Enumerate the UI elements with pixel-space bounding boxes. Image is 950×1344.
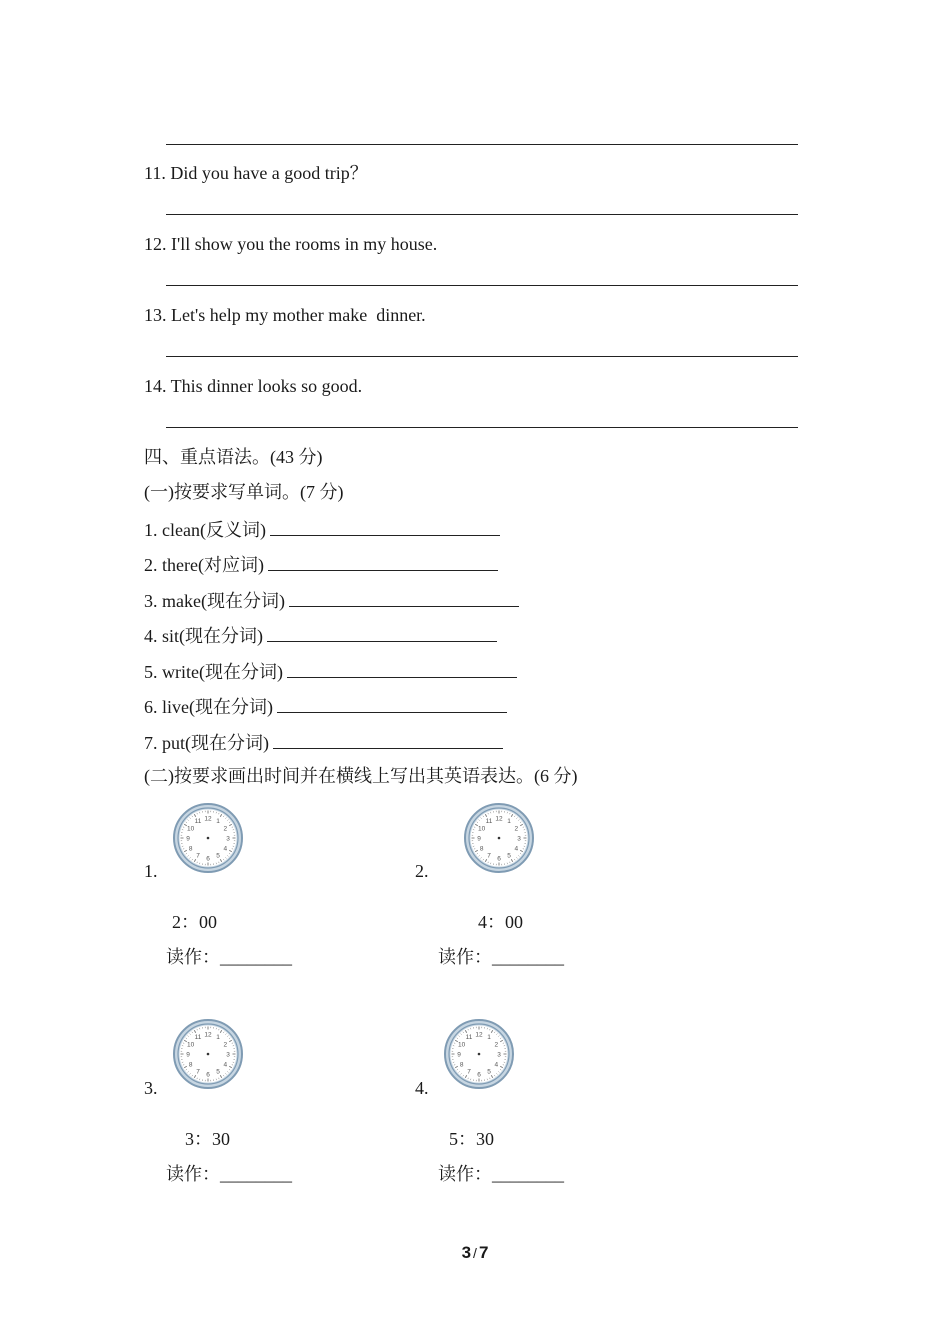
translation-item-13: 13. Let's help my mother make dinner. [144,305,426,325]
clock-number: 2 [514,825,519,833]
word-answer-blank[interactable] [289,588,519,607]
clock-number: 4 [223,845,228,853]
clock-number: 8 [479,845,484,853]
clock-number: 3 [497,1051,501,1059]
clock-number: 11 [194,1033,202,1041]
clock-number: 12 [204,1031,212,1039]
clock-face[interactable] [172,1018,244,1090]
read-as-blank[interactable]: ________ [220,1164,292,1184]
clock-number: 1 [507,817,511,825]
clock-time: 3：30 [185,1129,230,1149]
clock-number: 6 [497,855,501,863]
part1-heading: (一)按要求写单词。(7 分) [144,482,344,502]
clock-center-dot [478,1053,481,1056]
clock-number: 1 [216,817,220,825]
clock-number: 7 [467,1068,471,1076]
current-page: 3 [461,1243,472,1262]
word-item-2 [144,552,498,576]
word-item-label: 4. sit(现在分词) [144,626,263,646]
word-item-label: 5. write(现在分词) [144,662,283,682]
translation-item-12: 12. I'll show you the rooms in my house. [144,234,438,254]
page-separator: / [473,1245,477,1261]
clock-number: 12 [475,1031,483,1039]
page-indicator [0,1243,950,1263]
clock-number: 10 [187,825,195,833]
clock-face[interactable] [172,802,244,874]
clock-number: 9 [186,835,190,843]
clock-number: 11 [465,1033,473,1041]
word-answer-blank[interactable] [270,517,500,536]
read-as-row [166,946,292,968]
total-pages: 7 [478,1243,489,1262]
answer-line-13[interactable] [166,356,798,357]
clock-face[interactable] [463,802,535,874]
clock-center-dot [207,1053,210,1056]
clock-number: 1 [216,1033,220,1041]
clock-item-number: 2. [415,861,429,881]
read-as-blank[interactable]: ________ [492,947,564,967]
read-as-row [438,946,564,968]
read-as-label: 读作： [438,947,492,967]
read-as-label: 读作： [438,1164,492,1184]
clock-time: 4：00 [478,912,523,932]
clock-number: 5 [507,852,511,860]
answer-line-11[interactable] [166,214,798,215]
clock-time: 5：30 [449,1129,494,1149]
clock-number: 3 [517,835,521,843]
clock-number: 10 [478,825,486,833]
clock-number: 2 [223,1041,228,1049]
translation-item-11: 11. Did you have a good trip？ [144,163,368,183]
clock-number: 2 [494,1041,499,1049]
word-item-5 [144,659,517,683]
read-as-row [438,1163,564,1185]
clock-number: 9 [477,835,481,843]
word-item-label: 2. there(对应词) [144,555,264,575]
section-heading: 四、重点语法。(43 分) [144,447,323,467]
answer-line-14[interactable] [166,427,798,428]
clock-number: 4 [494,1061,499,1069]
word-item-label: 3. make(现在分词) [144,591,285,611]
word-item-3 [144,588,519,612]
clock-number: 2 [223,825,228,833]
word-item-label: 7. put(现在分词) [144,733,269,753]
clock-center-dot [498,837,501,840]
clock-number: 3 [226,1051,230,1059]
clock-number: 7 [196,1068,200,1076]
clock-face[interactable] [443,1018,515,1090]
clock-number: 9 [457,1051,461,1059]
word-answer-blank[interactable] [267,623,497,642]
clock-number: 11 [194,817,202,825]
word-item-7 [144,730,503,754]
clock-number: 7 [196,852,200,860]
clock-number: 8 [188,1061,193,1069]
word-answer-blank[interactable] [268,552,498,571]
read-as-label: 读作： [166,1164,220,1184]
answer-line-12[interactable] [166,285,798,286]
word-answer-blank[interactable] [273,730,503,749]
clock-number: 1 [487,1033,491,1041]
clock-number: 4 [514,845,519,853]
word-answer-blank[interactable] [287,659,517,678]
clock-number: 5 [216,852,220,860]
word-item-label: 6. live(现在分词) [144,697,273,717]
clock-number: 7 [487,852,491,860]
clock-number: 4 [223,1061,228,1069]
translation-item-14: 14. This dinner looks so good. [144,376,363,396]
read-as-label: 读作： [166,947,220,967]
clock-item-number: 4. [415,1078,429,1098]
clock-item-number: 1. [144,861,158,881]
clock-number: 12 [495,815,503,823]
word-item-label: 1. clean(反义词) [144,520,266,540]
clock-number: 5 [487,1068,491,1076]
clock-item-number: 3. [144,1078,158,1098]
clock-number: 9 [186,1051,190,1059]
part2-heading: (二)按要求画出时间并在横线上写出其英语表达。(6 分) [144,766,578,786]
word-item-6 [144,694,507,718]
read-as-blank[interactable]: ________ [220,947,292,967]
read-as-blank[interactable]: ________ [492,1164,564,1184]
clock-number: 6 [477,1071,481,1079]
clock-number: 11 [485,817,493,825]
clock-number: 6 [206,1071,210,1079]
word-answer-blank[interactable] [277,694,507,713]
clock-center-dot [207,837,210,840]
clock-number: 3 [226,835,230,843]
word-item-1 [144,517,500,541]
clock-number: 8 [188,845,193,853]
clock-time: 2：00 [172,912,217,932]
clock-number: 10 [187,1041,195,1049]
clock-number: 12 [204,815,212,823]
answer-line-10[interactable] [166,144,798,145]
clock-number: 5 [216,1068,220,1076]
clock-number: 6 [206,855,210,863]
word-item-4 [144,623,497,647]
clock-number: 10 [458,1041,466,1049]
read-as-row [166,1163,292,1185]
clock-number: 8 [459,1061,464,1069]
